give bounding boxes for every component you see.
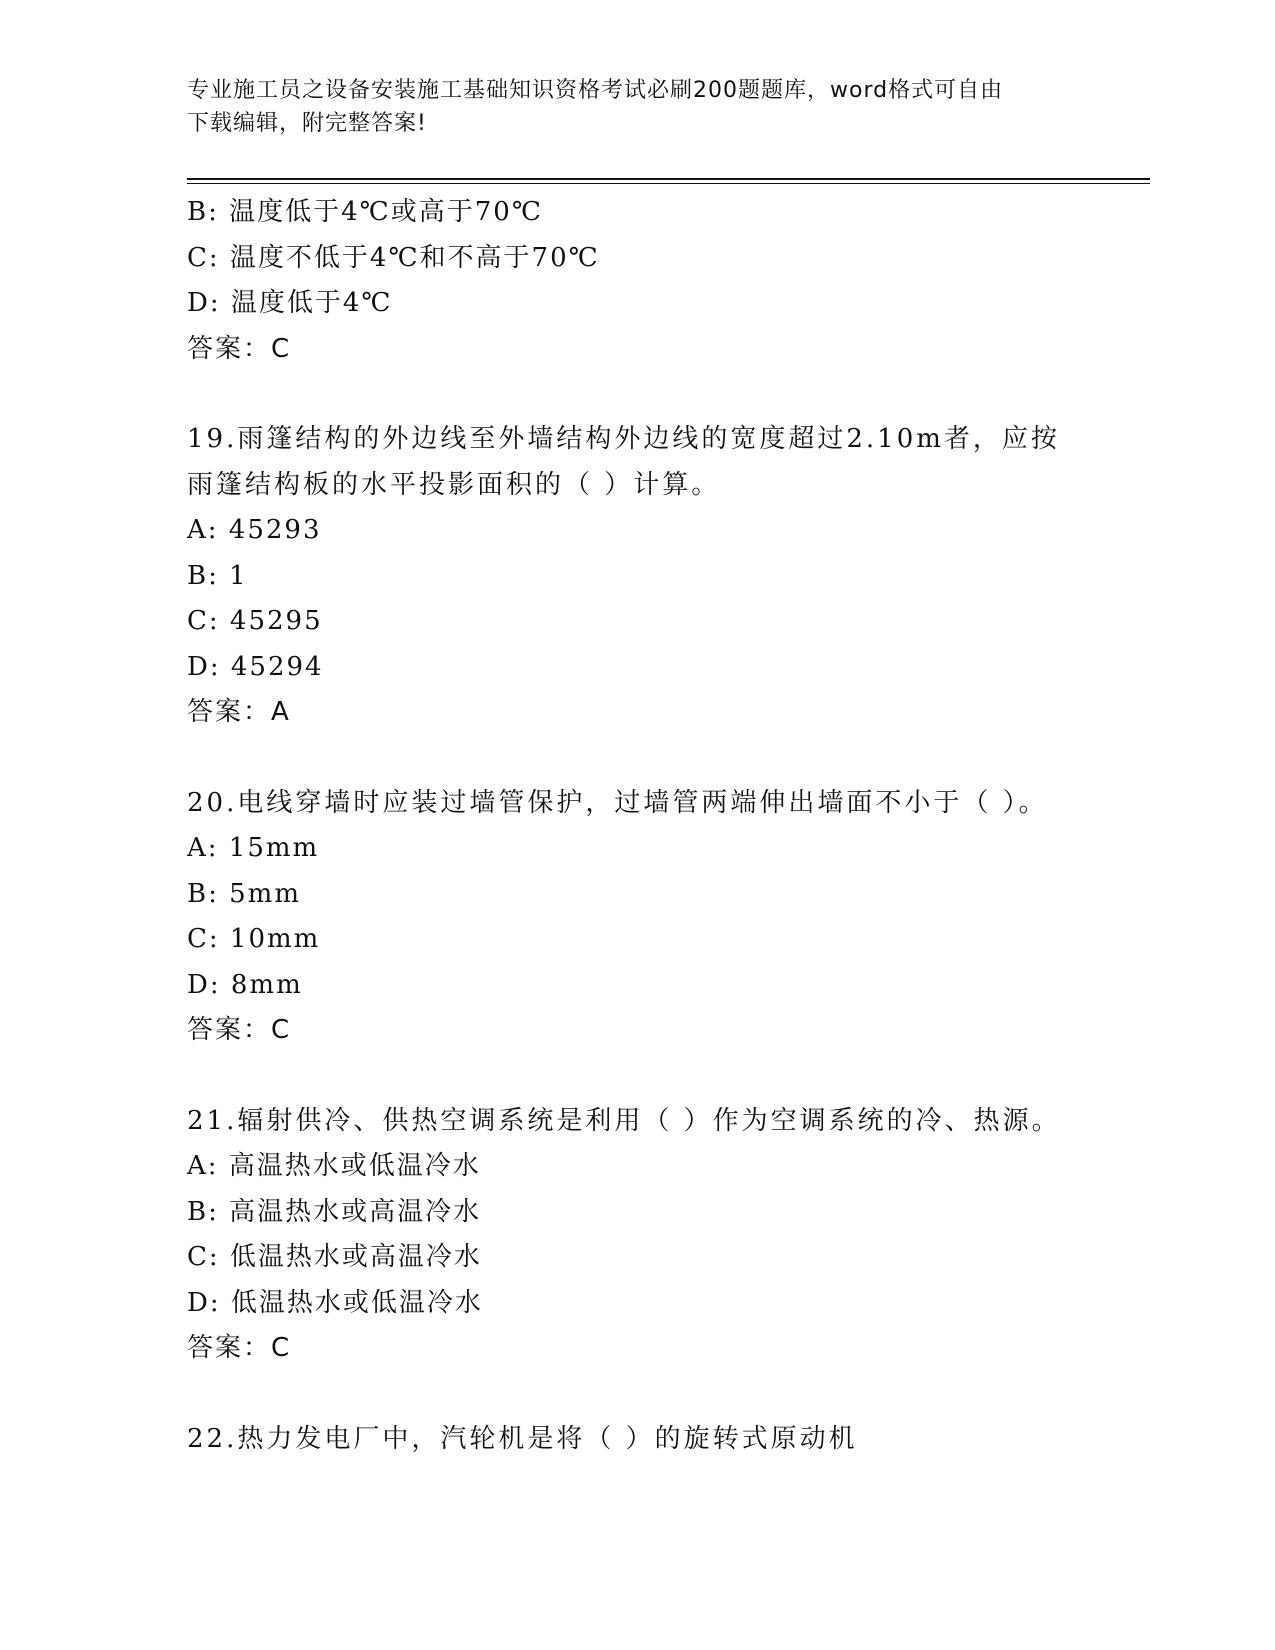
option-c: C: 10mm xyxy=(187,924,321,954)
option-d: D: 低温热水或低温冷水 xyxy=(187,1287,483,1318)
option-c: C: 温度不低于4℃和不高于70℃ xyxy=(187,242,600,273)
question-19 xyxy=(187,417,1087,736)
option-b: B: 1 xyxy=(187,560,248,591)
spacer xyxy=(187,1054,1087,1099)
answer-line: 答案：A xyxy=(187,697,291,727)
option-c: C: 低温热水或高温冷水 xyxy=(187,1242,482,1272)
spacer xyxy=(187,372,1087,417)
option-c: C: 45295 xyxy=(187,606,323,636)
option-b: B: 高温热水或高温冷水 xyxy=(187,1196,482,1227)
answer-line: 答案：C xyxy=(187,1015,292,1045)
spacer xyxy=(187,1372,1087,1417)
question-list xyxy=(187,190,1087,1462)
answer-line: 答案：C xyxy=(187,333,292,364)
question-text: 20.电线穿墙时应装过墙管保护，过墙管两端伸出墙面不小于（ ）。 xyxy=(187,787,1048,818)
question-text: 19.雨篷结构的外边线至外墙结构外边线的宽度超过2.10m者，应按雨篷结构板的水平投影面积的（ ）计算。 xyxy=(187,424,1060,500)
option-a: A: 高温热水或低温冷水 xyxy=(187,1151,481,1181)
header-rule-thin xyxy=(187,183,1150,184)
option-d: D: 45294 xyxy=(187,651,324,682)
question-text: 22.热力发电厂中，汽轮机是将（ ）的旋转式原动机 xyxy=(187,1423,858,1454)
option-a: A: 15mm xyxy=(187,833,320,863)
question-22 xyxy=(187,1417,1087,1463)
spacer xyxy=(187,736,1087,781)
question-20 xyxy=(187,781,1087,1054)
document-header xyxy=(187,74,1087,140)
question-18-options xyxy=(187,190,1087,372)
option-d: D: 温度低于4℃ xyxy=(187,288,393,318)
header-rule-thick xyxy=(187,178,1150,180)
option-d: D: 8mm xyxy=(187,969,303,1000)
option-a: A: 45293 xyxy=(187,515,322,545)
header-line-2: 下载编辑，附完整答案! xyxy=(187,111,427,136)
answer-line: 答案：C xyxy=(187,1333,292,1363)
question-21 xyxy=(187,1099,1087,1372)
option-b: B: 温度低于4℃或高于70℃ xyxy=(187,197,543,227)
option-b: B: 5mm xyxy=(187,878,301,909)
question-text: 21.辐射供冷、供热空调系统是利用（ ）作为空调系统的冷、热源。 xyxy=(187,1105,1061,1136)
header-line-1: 专业施工员之设备安装施工基础知识资格考试必刷200题题库，word格式可自由 xyxy=(187,78,1004,103)
